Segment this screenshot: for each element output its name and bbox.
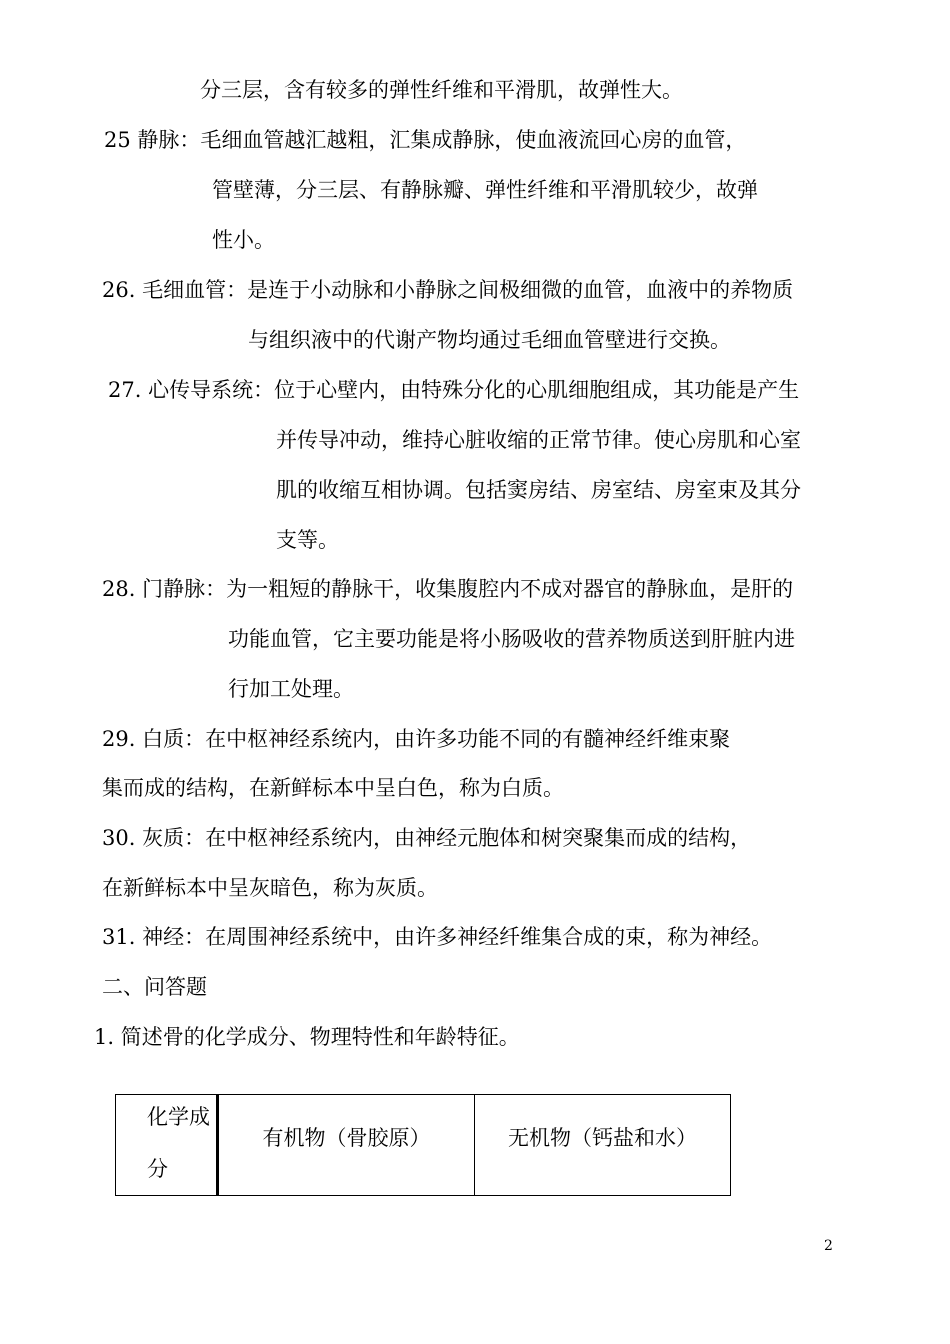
cell-label: 有机物（骨胶原） [262,1126,431,1150]
section-heading: 二、问答题 [102,975,207,999]
text-line: 行加工处理。 [228,677,354,701]
text-line: 30. 灰质：在中枢神经系统内，由神经元胞体和树突聚集而成的结构， [102,826,752,850]
text-line: 在新鲜标本中呈灰暗色，称为灰质。 [102,876,438,900]
question-line: 1. 简述骨的化学成分、物理特性和年龄特征。 [94,1025,520,1049]
text-line: 与组织液中的代谢产物均通过毛细血管壁进行交换。 [248,328,731,352]
table-row [116,1095,731,1196]
header-line: 化学成 [147,1105,210,1129]
text-line: 分三层，含有较多的弹性纤维和平滑肌，故弹性大。 [200,78,683,102]
text-line: 集而成的结构，在新鲜标本中呈白色，称为白质。 [102,776,564,800]
text-line: 29. 白质：在中枢神经系统内，由许多功能不同的有髓神经纤维束聚 [102,727,731,751]
text-line: 管壁薄，分三层、有静脉瓣、弹性纤维和平滑肌较少，故弹 [212,178,758,202]
page-number: 2 [824,1238,833,1254]
text-line: 25 静脉：毛细血管越汇越粗，汇集成静脉，使血液流回心房的血管， [104,128,747,152]
text-line: 26. 毛细血管：是连于小动脉和小静脉之间极细微的血管，血液中的养物质 [102,278,794,302]
text-line: 27. 心传导系统：位于心壁内，由特殊分化的心肌细胞组成，其功能是产生 [108,378,800,402]
table-cell-inorganic [475,1095,731,1196]
text-line: 支等。 [276,528,339,552]
text-line: 28. 门静脉：为一粗短的静脉干，收集腹腔内不成对器官的静脉血，是肝的 [102,577,794,601]
text-line: 功能血管，它主要功能是将小肠吸收的营养物质送到肝脏内进 [228,627,795,651]
header-line: 分 [147,1157,168,1181]
text-line: 31. 神经：在周围神经系统中，由许多神经纤维集合成的束，称为神经。 [102,925,773,949]
table-cell-organic [218,1095,475,1196]
text-line: 并传导冲动，维持心脏收缩的正常节律。使心房肌和心室 [276,428,801,452]
bone-composition-table [115,1094,731,1196]
text-line: 性小。 [212,228,275,252]
cell-label: 无机物（钙盐和水） [508,1126,697,1150]
text-line: 肌的收缩互相协调。包括窦房结、房室结、房室束及其分 [276,478,801,502]
table-header-cell [116,1095,218,1196]
